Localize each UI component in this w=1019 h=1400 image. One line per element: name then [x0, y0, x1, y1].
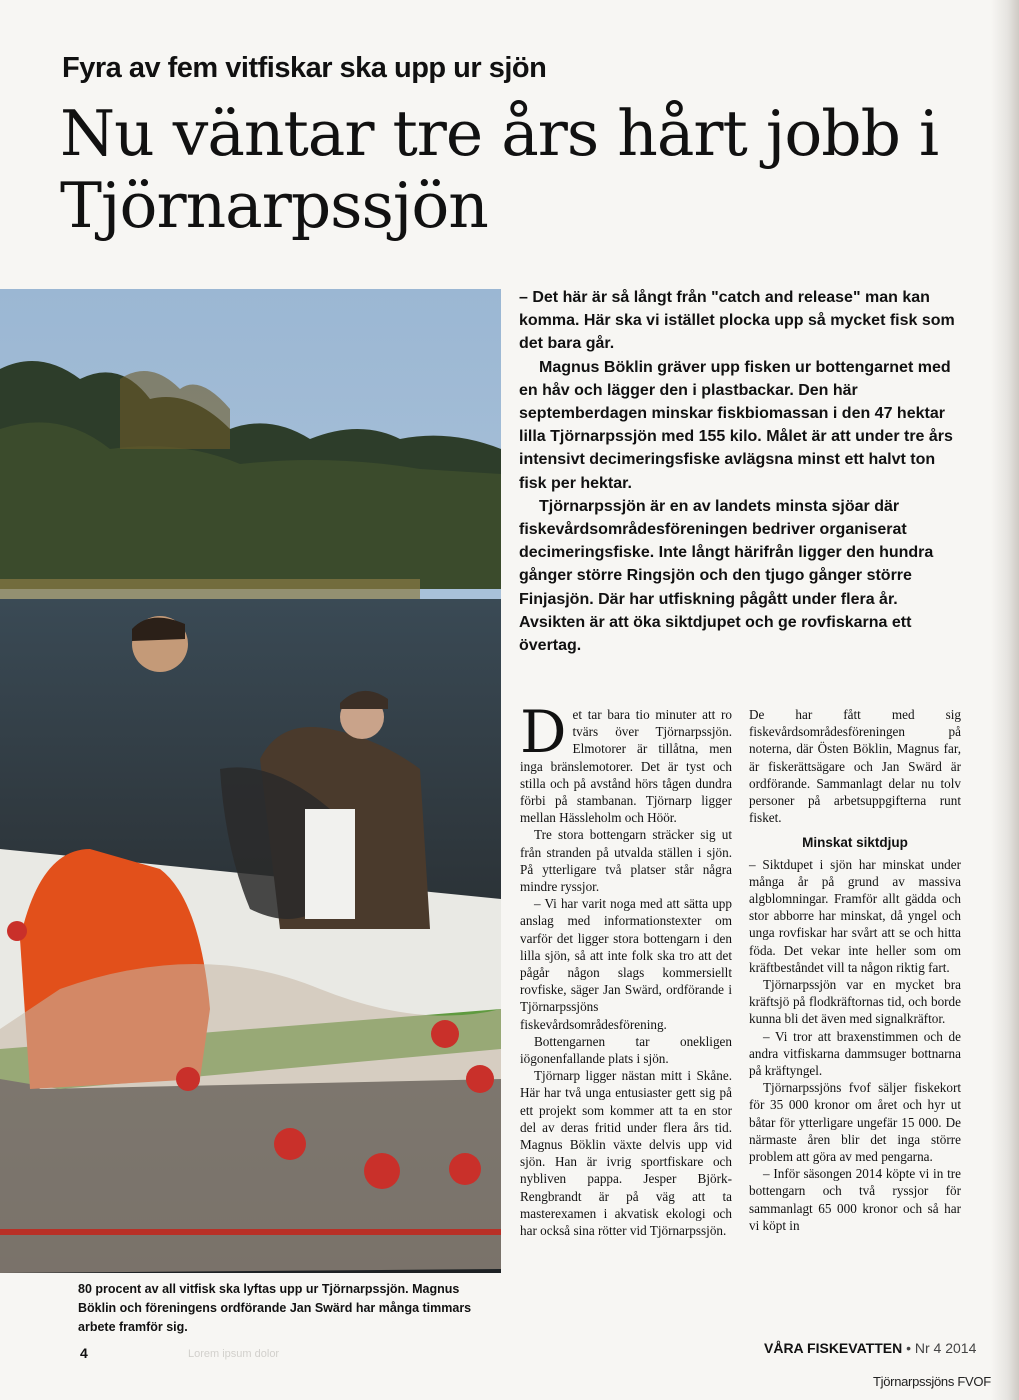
magazine-name: VÅRA FISKEVATTEN — [764, 1340, 903, 1356]
magazine-footer — [764, 1340, 976, 1356]
body-paragraph: Tjörnarpssjöns fvof säljer fiskekort för 35 000 kronor om året och hyr ut båtar för ytterligare ungefär 15 000. De närmaste åren blir det inga större problem att göra av med pengarna. — [749, 1080, 961, 1165]
watermark: Tjörnarpssjöns FVOF — [873, 1374, 991, 1389]
article-kicker: Fyra av fem vitfiskar ska upp ur sjön — [62, 52, 547, 84]
footer-faint-text: Lorem ipsum dolor — [188, 1348, 280, 1360]
article-photo — [0, 289, 501, 1273]
body-paragraph: Tre stora bottengarn sträcker sig ut från stranden på utvalda ställen i sjön. På ytterligare två platser står några mindre ryssjor. — [520, 827, 732, 895]
body-column-1 — [520, 698, 732, 1239]
first-paragraph-text: et tar bara tio minuter att ro tvärs över Tjörnarpssjön. Elmotorer är tillåtna, men inga bränslemotorer. Det är tyst och stilla och på avstånd hörs tågen dundra förbi på stambanan. Tjörnarp ligger mellan Hässleholm och Höör. — [520, 707, 732, 826]
body-paragraph: Bottengarnen tar onekligen iögonenfallande plats i sjön. — [520, 1033, 732, 1067]
lede-paragraph: Tjörnarpssjön är en av landets minsta sjöar där fiskevårdsområdesföreningen bedriver organiserat decimeringsfiske. Inte långt härifrån ligger den hundra gånger större Ringsjön och den tjugo gånger större Finjasjön. Där har utfiskning pågått under flera år. Avsikten är att öka siktdjupet och ge rovfiskarna ett övertag. — [519, 497, 934, 655]
issue-label: • Nr 4 2014 — [906, 1340, 977, 1356]
lede-paragraph: – Det här är så långt från "catch and release" man kan komma. Här ska vi istället plocka upp så mycket fisk som det bara går. — [519, 289, 955, 353]
section-subhead: Minskat siktdjup — [802, 835, 908, 851]
body-paragraph: – Vi har varit noga med att sätta upp anslag med informationstexter om varför det ligger stora bottengarn i den lilla sjön, så att inte folk ska tro att det pågår någon slags kommersiellt rovfiske, säger Jan Swärd, ordförande i Tjörnarpssjöns fiskevårdsområdesförening. — [520, 896, 732, 1032]
body-paragraph: – Inför säsongen 2014 köpte vi in tre bottengarn och två ryssjor för sammanlagt 65 000 kronor och så har vi köpt in — [749, 1166, 961, 1233]
article-lede — [519, 286, 965, 657]
body-paragraph: – Siktdupet i sjön har minskat under många år på grund av massiva algblomningar. Framför allt gädda och stor abborre har minskat, då yngel och unga rovfiskar har svårt att se och hitta föda. Det vekar inte heller som om kräftbeståndet vill ta någon riktig fart. — [749, 856, 961, 975]
body-paragraph: Tjörnarpssjön var en mycket bra kräftsjö på flodkräftornas tid, och borde kunna bli det även med signalkräftor. — [749, 977, 961, 1027]
photo-caption: 80 procent av all vitfisk ska lyftas upp ur Tjörnarpssjön. Magnus Böklin och föreningens ordförande Jan Swärd har många timmars arbete framför sig. — [78, 1282, 472, 1334]
article-headline: Nu väntar tre års hårt jobb i Tjörnarpssjön — [60, 97, 939, 242]
body-column-2 — [749, 706, 961, 1234]
page-edge-shadow — [991, 0, 1019, 1400]
lede-paragraph: Magnus Böklin gräver upp fisken ur bottengarnet med en håv och lägger den i plastbackar. Den här septemberdagen minskar fiskbiomassan i den 47 hektar lilla Tjörnarpssjön med 155 kilo. Målet är att under tre års intensivt decimeringsfiske avlägsna minst ett halvt ton fisk per hektar. — [519, 358, 953, 492]
body-paragraph: – Vi tror att braxenstimmen och de andra vitfiskarna dammsuger bottnarna på kräftyngel. — [749, 1028, 961, 1079]
drop-cap: D — [520, 698, 567, 766]
body-paragraph — [520, 698, 732, 826]
page-number: 4 — [80, 1345, 88, 1361]
body-paragraph: Tjörnarp ligger nästan mitt i Skåne. Här har två unga entusiaster gett sig på ett projekt som kommer att ta en stor del av deras fritid under flera års tid. Magnus Böklin växte delvis upp vid sjön. Han är ivrig sportfiskare och nybliven pappa. Jesper Björk-Rengbrandt är på väg att ta masterexamen i akvatisk ekologi och har också sina rötter vid Tjörnarpssjön. — [520, 1068, 732, 1239]
body-paragraph: De har fått med sig fiskevårdsområdesföreningen på noterna, där Östen Böklin, Magnus far, är fiskerättsägare och Jan Swärd är ordförande. Sammanlagt delar nu tolv personer på arbetsuppgifterna runt fisket. — [749, 707, 961, 826]
